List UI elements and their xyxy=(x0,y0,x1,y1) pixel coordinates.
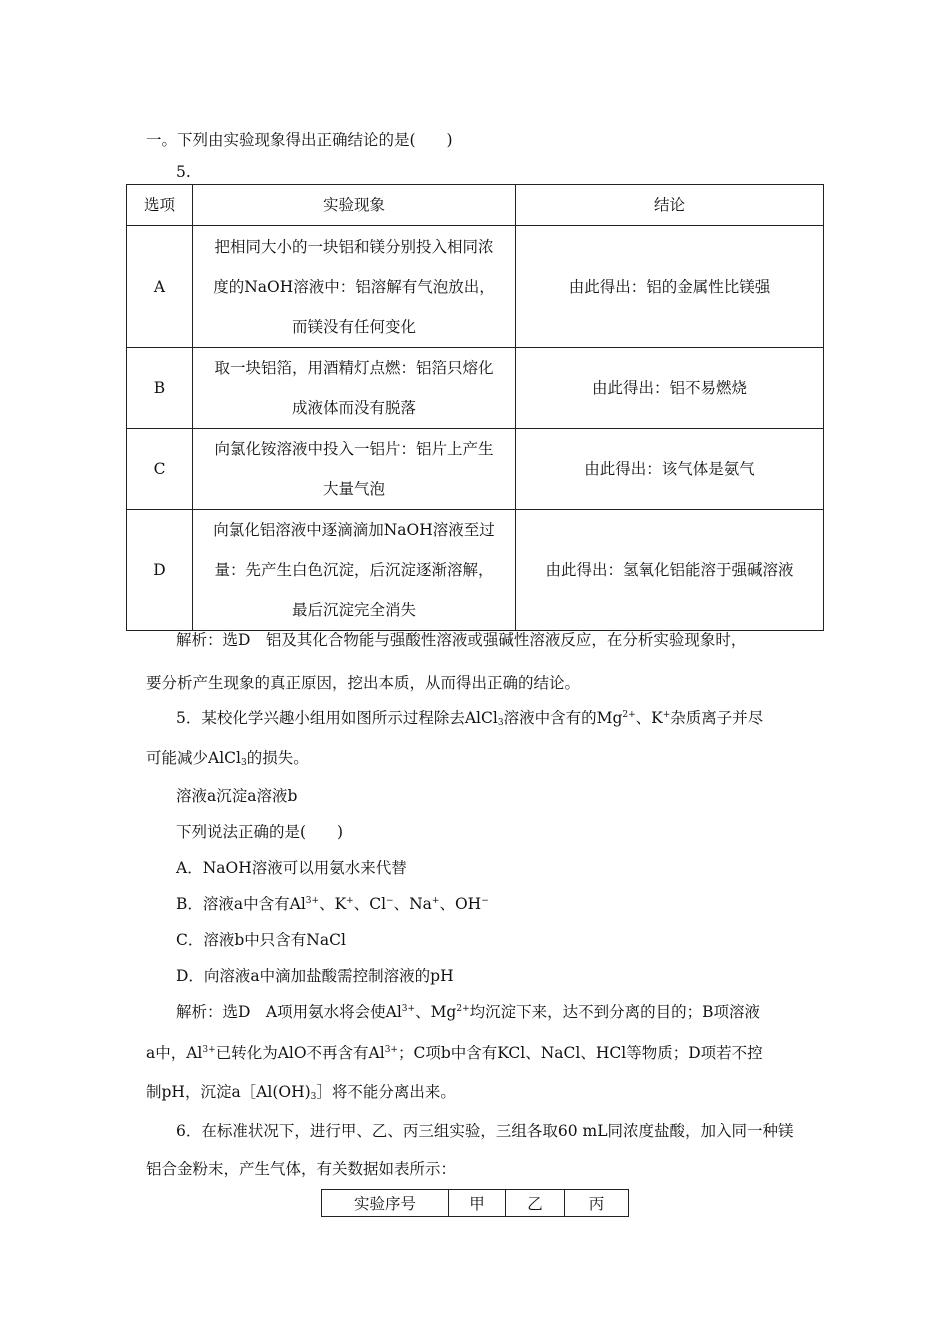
conclusion-cell: 由此得出：氢氧化铝能溶于强碱溶液 xyxy=(516,510,824,631)
table-row xyxy=(322,1190,629,1217)
superscript: 2+ xyxy=(622,710,636,720)
text-span: 制pH，沉淀a［Al(OH) xyxy=(146,1083,311,1101)
phenomenon-line: 取一块铝箔，用酒精灯点燃：铝箔只熔化 xyxy=(214,359,494,377)
superscript: + xyxy=(346,896,354,906)
subscript: 3 xyxy=(240,758,247,768)
analysis-1-line: 要分析产生现象的真正原因，挖出本质，从而得出正确的结论。 xyxy=(146,674,581,692)
option-label: A xyxy=(127,226,193,348)
question-6-line: 铝合金粉末，产生气体，有关数据如表所示： xyxy=(146,1160,457,1178)
superscript: − xyxy=(481,896,489,906)
table-row xyxy=(127,429,824,510)
phenomenon-cell xyxy=(193,348,516,429)
header-option: 选项 xyxy=(127,185,193,226)
process-flow: 溶液a沉淀a溶液b xyxy=(176,787,298,805)
superscript: − xyxy=(386,896,394,906)
question-6-line: 6．在标准状况下，进行甲、乙、丙三组实验，三组各取60 mL同浓度盐酸，加入同一种镁 xyxy=(176,1122,794,1140)
question-5-line xyxy=(146,746,309,768)
table-header-cell: 实验序号 xyxy=(322,1190,449,1217)
option-c: C．溶液b中只含有NaCl xyxy=(176,931,346,949)
text-span: 、Mg xyxy=(415,1003,457,1021)
phenomenon-line: 最后沉淀完全消失 xyxy=(291,601,416,619)
superscript: + xyxy=(431,896,440,906)
question-intro: 一。下列由实验现象得出正确结论的是( ) xyxy=(146,131,453,149)
table-header-cell: 乙 xyxy=(506,1190,565,1217)
text-span: 溶液中含有的Mg xyxy=(503,709,623,727)
analysis-2-line xyxy=(146,1080,456,1102)
table-header-cell: 甲 xyxy=(449,1190,506,1217)
text-span: 的损失。 xyxy=(246,749,309,767)
option-label: B xyxy=(127,348,193,429)
superscript: 2+ xyxy=(456,1004,470,1014)
phenomenon-cell xyxy=(193,226,516,348)
table-header-cell: 丙 xyxy=(565,1190,629,1217)
text-span: ］将不能分离出来。 xyxy=(316,1083,456,1101)
phenomenon-line: 量：先产生白色沉淀，后沉淀逐渐溶解， xyxy=(214,561,494,579)
option-label: D xyxy=(127,510,193,631)
phenomenon-line: 而镁没有任何变化 xyxy=(291,317,416,336)
text-span: 、K xyxy=(635,709,663,727)
phenomenon-line: 大量气泡 xyxy=(322,480,385,498)
text-span: 5．某校化学兴趣小组用如图所示过程除去AlCl xyxy=(176,709,498,727)
table-row xyxy=(127,348,824,429)
option-d: D．向溶液a中滴加盐酸需控制溶液的pH xyxy=(176,967,454,985)
question-prompt: 下列说法正确的是( ) xyxy=(176,823,344,841)
text-span: 、Na xyxy=(393,895,432,913)
text-span: 、OH xyxy=(439,895,482,913)
conclusion-cell: 由此得出：铝不易燃烧 xyxy=(516,348,824,429)
phenomenon-line: 把相同大小的一块铝和镁分别投入相同浓 xyxy=(214,237,494,256)
phenomenon-cell xyxy=(193,429,516,510)
phenomenon-line: 向氯化铵溶液中投入一铝片：铝片上产生 xyxy=(214,440,494,458)
conclusion-cell: 由此得出：该气体是氨气 xyxy=(516,429,824,510)
text-span: 均沉淀下来，达不到分离的目的；B项溶液 xyxy=(469,1003,761,1021)
data-table xyxy=(321,1189,629,1217)
question-5-line xyxy=(176,706,763,728)
analysis-1-line: 解析：选D 铝及其化合物能与强酸性溶液或强碱性溶液反应，在分析实验现象时， xyxy=(176,631,747,649)
text-span: 可能减少AlCl xyxy=(146,749,241,767)
text-span: ；C项b中含有KCl、NaCl、HCl等物质；D项若不控 xyxy=(397,1044,763,1062)
option-b xyxy=(176,892,489,914)
subscript: 3 xyxy=(497,718,504,728)
text-span: 杂质离子并尽 xyxy=(670,709,764,727)
phenomenon-line: 向氯化铝溶液中逐滴滴加NaOH溶液至过 xyxy=(213,521,495,539)
text-span: 解析：选D A项用氨水将会使Al xyxy=(176,1003,402,1021)
phenomenon-line: 成液体而没有脱落 xyxy=(291,399,416,417)
option-a: A．NaOH溶液可以用氨水来代替 xyxy=(176,859,407,877)
phenomenon-cell xyxy=(193,510,516,631)
analysis-2-line xyxy=(176,1000,760,1022)
text-span: 、Cl xyxy=(353,895,387,913)
question-number: 5. xyxy=(176,163,191,181)
text-span: 已转化为AlO不再含有Al xyxy=(215,1044,385,1062)
conclusion-cell: 由此得出：铝的金属性比镁强 xyxy=(516,226,824,348)
text-span: 、K xyxy=(319,895,347,913)
superscript: + xyxy=(662,710,671,720)
header-phenomenon: 实验现象 xyxy=(193,185,516,226)
table-row xyxy=(127,226,824,348)
experiment-table xyxy=(126,184,824,631)
table-header-row xyxy=(127,185,824,226)
superscript: 3+ xyxy=(305,896,320,906)
header-conclusion: 结论 xyxy=(516,185,824,226)
phenomenon-line: 度的NaOH溶液中：铝溶解有气泡放出， xyxy=(213,277,495,296)
table-row xyxy=(127,510,824,631)
superscript: 3+ xyxy=(384,1045,398,1055)
superscript: 3+ xyxy=(401,1004,416,1014)
text-span: B．溶液a中含有Al xyxy=(176,895,306,913)
option-label: C xyxy=(127,429,193,510)
text-span: a中，Al xyxy=(146,1044,203,1062)
superscript: 3+ xyxy=(202,1045,216,1055)
analysis-2-line xyxy=(146,1041,763,1063)
subscript: 3 xyxy=(310,1092,317,1102)
